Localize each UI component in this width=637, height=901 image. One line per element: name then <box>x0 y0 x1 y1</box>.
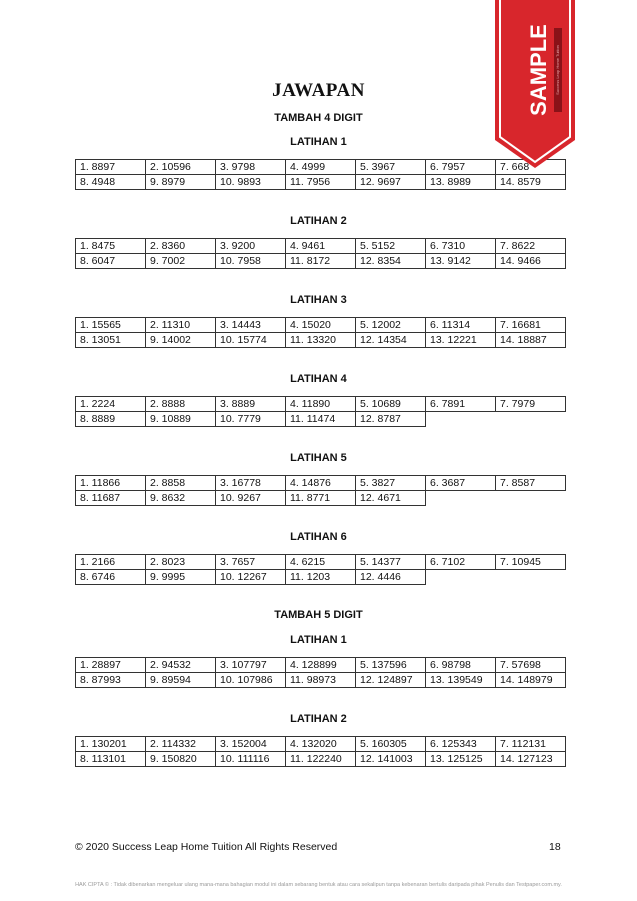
answer-cell: 9. 8632 <box>146 491 216 506</box>
answer-table <box>75 475 566 506</box>
empty-cell <box>426 491 496 506</box>
answer-cell: 14. 127123 <box>496 752 566 767</box>
answer-cell: 7. 8587 <box>496 476 566 491</box>
copyright-notice: HAK CIPTA © : Tidak dibenarkan mengeluar ulang mana-mana bahagian modul ini dalam sebarang bentuk atau cara sekalipun tanpa kebenaran bertulis daripada pihak Penulis dan Testpaper.com.my. <box>75 882 562 888</box>
answer-cell: 13. 125125 <box>426 752 496 767</box>
table-row <box>76 239 566 254</box>
answer-cell: 3. 7657 <box>216 555 286 570</box>
answer-cell: 4. 11890 <box>286 397 356 412</box>
block-heading: LATIHAN 5 <box>290 452 347 464</box>
block-heading: LATIHAN 4 <box>290 373 347 385</box>
answer-cell: 2. 8023 <box>146 555 216 570</box>
answer-cell: 6. 7310 <box>426 239 496 254</box>
table-row <box>76 673 566 688</box>
answer-table <box>75 554 566 585</box>
answer-cell: 13. 8989 <box>426 175 496 190</box>
answer-cell: 9. 150820 <box>146 752 216 767</box>
answer-cell: 11. 7956 <box>286 175 356 190</box>
answer-cell: 12. 4446 <box>356 570 426 585</box>
answer-table <box>75 657 566 688</box>
answer-cell: 1. 130201 <box>76 737 146 752</box>
answer-cell: 6. 7891 <box>426 397 496 412</box>
table-row <box>76 737 566 752</box>
answer-cell: 8. 11687 <box>76 491 146 506</box>
answer-cell: 6. 98798 <box>426 658 496 673</box>
table-row <box>76 658 566 673</box>
answer-cell: 10. 12267 <box>216 570 286 585</box>
empty-cell <box>496 491 566 506</box>
answer-cell: 8. 4948 <box>76 175 146 190</box>
answer-cell: 11. 13320 <box>286 333 356 348</box>
answer-cell: 1. 28897 <box>76 658 146 673</box>
answer-cell: 8. 8889 <box>76 412 146 427</box>
answer-cell: 6. 3687 <box>426 476 496 491</box>
answer-cell: 10. 107986 <box>216 673 286 688</box>
table-row <box>76 175 566 190</box>
answer-cell: 7. 16681 <box>496 318 566 333</box>
answer-cell: 11. 8172 <box>286 254 356 269</box>
answer-cell: 12. 4671 <box>356 491 426 506</box>
answer-cell: 13. 139549 <box>426 673 496 688</box>
answer-cell: 12. 8787 <box>356 412 426 427</box>
answer-cell: 2. 114332 <box>146 737 216 752</box>
table-row <box>76 491 566 506</box>
answer-cell: 12. 141003 <box>356 752 426 767</box>
table-row <box>76 555 566 570</box>
answer-cell: 9. 14002 <box>146 333 216 348</box>
answer-cell: 14. 9466 <box>496 254 566 269</box>
page-number: 18 <box>549 841 561 853</box>
answer-cell: 3. 152004 <box>216 737 286 752</box>
stamp-subtext: Success Leap Home Tuition <box>555 45 561 95</box>
answer-cell: 8. 113101 <box>76 752 146 767</box>
answer-cell: 4. 6215 <box>286 555 356 570</box>
answer-cell: 5. 137596 <box>356 658 426 673</box>
answer-cell: 8. 87993 <box>76 673 146 688</box>
answer-cell: 4. 128899 <box>286 658 356 673</box>
answer-cell: 6. 7102 <box>426 555 496 570</box>
answer-cell: 10. 7779 <box>216 412 286 427</box>
answer-cell: 1. 8475 <box>76 239 146 254</box>
answer-cell: 7. 7979 <box>496 397 566 412</box>
block-heading: LATIHAN 3 <box>290 294 347 306</box>
answer-cell: 3. 9798 <box>216 160 286 175</box>
answer-cell: 14. 8579 <box>496 175 566 190</box>
section-heading-5-digit: TAMBAH 5 DIGIT <box>274 609 363 621</box>
answer-cell: 7. 8622 <box>496 239 566 254</box>
answer-table <box>75 159 566 190</box>
empty-cell <box>496 412 566 427</box>
answer-cell: 9. 8979 <box>146 175 216 190</box>
answer-cell: 10. 15774 <box>216 333 286 348</box>
answer-cell: 2. 8888 <box>146 397 216 412</box>
table-row <box>76 254 566 269</box>
answer-cell: 9. 7002 <box>146 254 216 269</box>
answer-cell: 4. 132020 <box>286 737 356 752</box>
answer-cell: 6. 11314 <box>426 318 496 333</box>
answer-cell: 1. 8897 <box>76 160 146 175</box>
answer-cell: 5. 3827 <box>356 476 426 491</box>
answer-cell: 11. 122240 <box>286 752 356 767</box>
answer-cell: 5. 160305 <box>356 737 426 752</box>
answer-cell: 6. 7957 <box>426 160 496 175</box>
answer-cell: 1. 15565 <box>76 318 146 333</box>
answer-table <box>75 736 566 767</box>
block-heading: LATIHAN 6 <box>290 531 347 543</box>
answer-cell: 7. 10945 <box>496 555 566 570</box>
answer-cell: 12. 9697 <box>356 175 426 190</box>
answer-cell: 9. 10889 <box>146 412 216 427</box>
answer-cell: 10. 9893 <box>216 175 286 190</box>
table-row <box>76 318 566 333</box>
answer-cell: 13. 9142 <box>426 254 496 269</box>
block-heading: LATIHAN 2 <box>290 713 347 725</box>
answer-cell: 2. 8360 <box>146 239 216 254</box>
answer-table <box>75 396 566 427</box>
answer-cell: 13. 12221 <box>426 333 496 348</box>
answer-cell: 14. 18887 <box>496 333 566 348</box>
answer-cell: 12. 8354 <box>356 254 426 269</box>
answer-cell: 10. 9267 <box>216 491 286 506</box>
answer-cell: 12. 124897 <box>356 673 426 688</box>
answer-cell: 9. 89594 <box>146 673 216 688</box>
answer-cell: 10. 111116 <box>216 752 286 767</box>
answer-cell: 11. 1203 <box>286 570 356 585</box>
block-heading: LATIHAN 1 <box>290 634 347 646</box>
empty-cell <box>496 570 566 585</box>
answer-cell: 5. 3967 <box>356 160 426 175</box>
answer-cell: 1. 11866 <box>76 476 146 491</box>
answer-cell: 4. 14876 <box>286 476 356 491</box>
answer-cell: 6. 125343 <box>426 737 496 752</box>
answer-cell: 10. 7958 <box>216 254 286 269</box>
answer-cell: 2. 94532 <box>146 658 216 673</box>
answer-cell: 3. 9200 <box>216 239 286 254</box>
answer-cell: 5. 12002 <box>356 318 426 333</box>
answer-table <box>75 317 566 348</box>
answer-cell: 3. 8889 <box>216 397 286 412</box>
answer-cell: 7. 112131 <box>496 737 566 752</box>
table-row <box>76 476 566 491</box>
answer-cell: 7. 668 <box>496 160 566 175</box>
answer-cell: 9. 9995 <box>146 570 216 585</box>
answer-cell: 5. 5152 <box>356 239 426 254</box>
answer-cell: 1. 2166 <box>76 555 146 570</box>
answer-cell: 1. 2224 <box>76 397 146 412</box>
answer-cell: 3. 107797 <box>216 658 286 673</box>
answer-cell: 11. 11474 <box>286 412 356 427</box>
table-row <box>76 752 566 767</box>
answer-cell: 12. 14354 <box>356 333 426 348</box>
answer-cell: 2. 8858 <box>146 476 216 491</box>
section-heading-4-digit: TAMBAH 4 DIGIT <box>274 112 363 124</box>
answer-cell: 8. 13051 <box>76 333 146 348</box>
answer-cell: 3. 14443 <box>216 318 286 333</box>
answer-cell: 8. 6047 <box>76 254 146 269</box>
table-row <box>76 412 566 427</box>
table-row <box>76 333 566 348</box>
empty-cell <box>426 412 496 427</box>
block-heading: LATIHAN 1 <box>290 136 347 148</box>
answer-cell: 3. 16778 <box>216 476 286 491</box>
answer-cell: 2. 11310 <box>146 318 216 333</box>
answer-cell: 4. 4999 <box>286 160 356 175</box>
sample-stamp <box>495 0 575 170</box>
stamp-text: SAMPLE <box>525 24 551 116</box>
block-heading: LATIHAN 2 <box>290 215 347 227</box>
answer-table <box>75 238 566 269</box>
answer-cell: 2. 10596 <box>146 160 216 175</box>
answer-cell: 8. 6746 <box>76 570 146 585</box>
answer-cell: 4. 15020 <box>286 318 356 333</box>
footer-copyright: © 2020 Success Leap Home Tuition All Rights Reserved <box>75 841 338 853</box>
page-title: JAWAPAN <box>272 80 365 101</box>
answer-cell: 5. 14377 <box>356 555 426 570</box>
answer-cell: 4. 9461 <box>286 239 356 254</box>
table-row <box>76 160 566 175</box>
table-row <box>76 570 566 585</box>
answer-cell: 11. 8771 <box>286 491 356 506</box>
answer-cell: 5. 10689 <box>356 397 426 412</box>
table-row <box>76 397 566 412</box>
answer-cell: 7. 57698 <box>496 658 566 673</box>
answer-cell: 11. 98973 <box>286 673 356 688</box>
empty-cell <box>426 570 496 585</box>
answer-cell: 14. 148979 <box>496 673 566 688</box>
